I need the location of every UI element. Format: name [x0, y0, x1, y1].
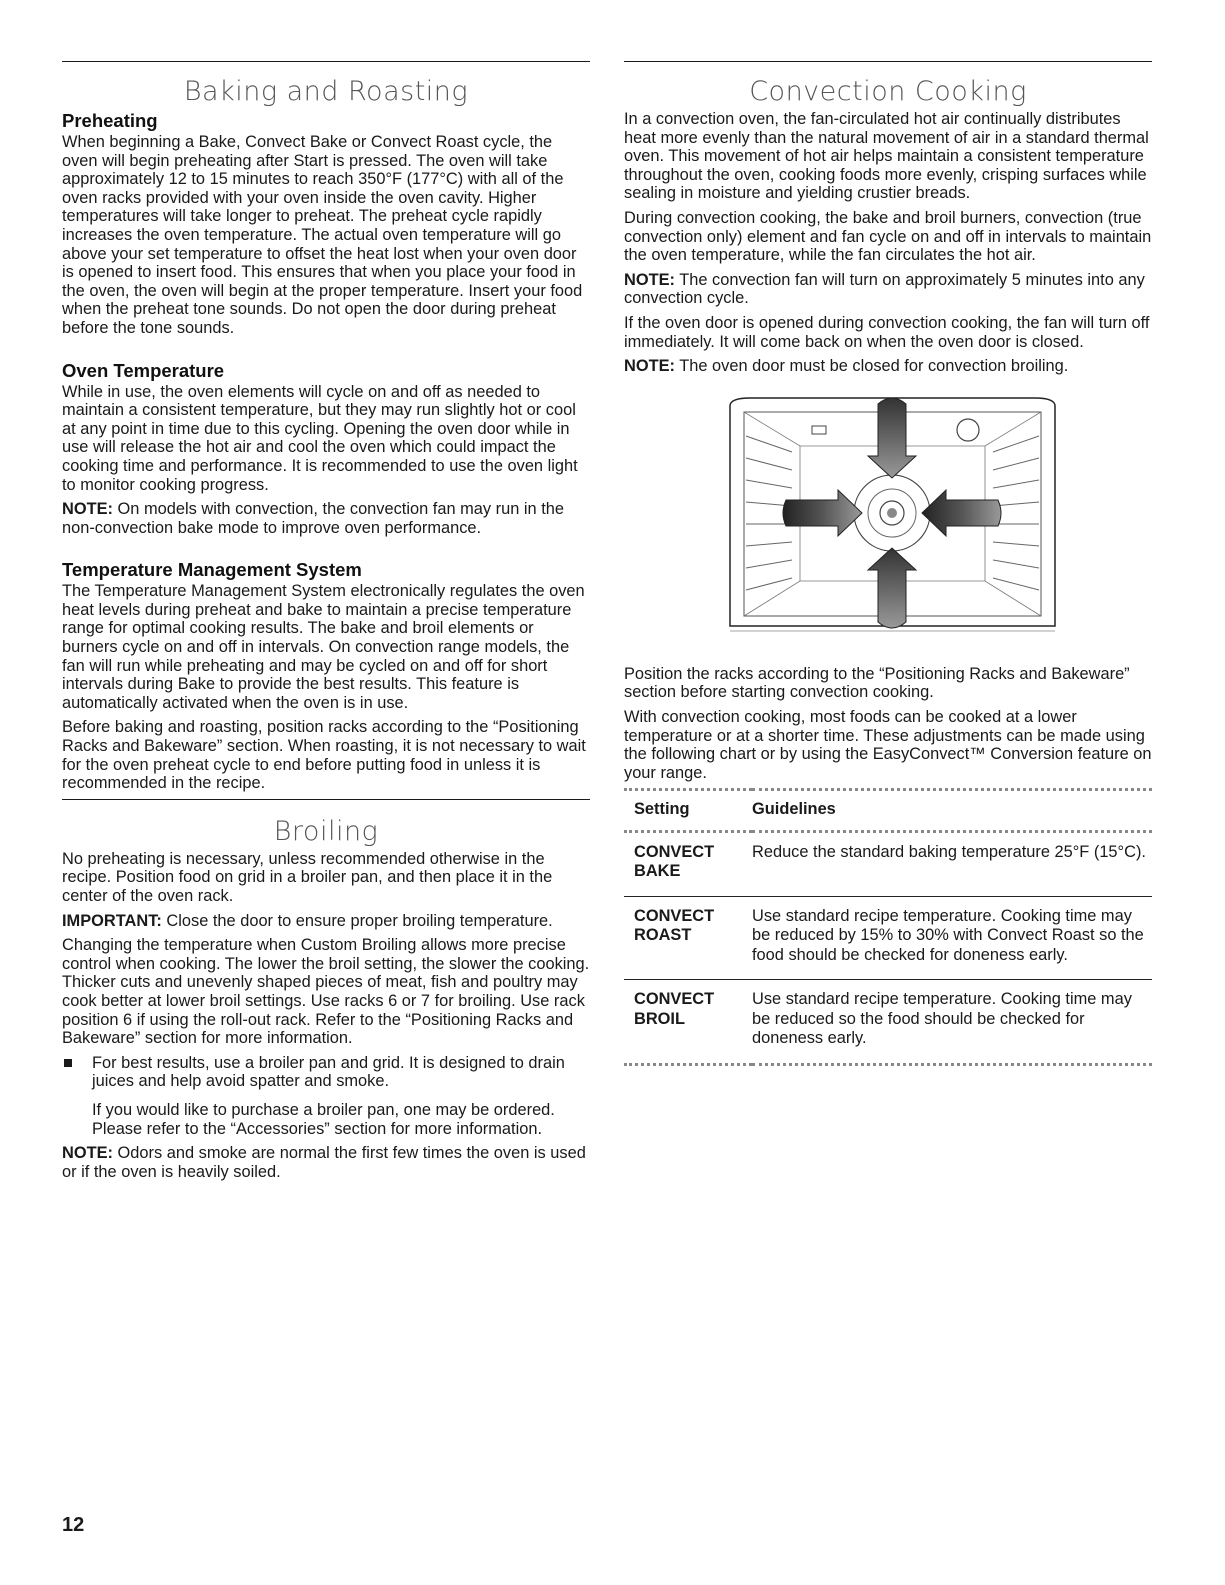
baking-title: Baking and Roasting: [183, 76, 469, 107]
oven-temperature-heading: Oven Temperature: [62, 359, 225, 381]
broiling-text-1: No preheating is necessary, unless recommended otherwise in the recipe. Position food on grid in a broiler pan, and then place it in the center of the oven rack.: [62, 849, 553, 905]
guideline-cell: Reduce the standard baking temperature 25°F (15°C).: [752, 842, 1146, 861]
oven-temperature-note: [62, 500, 590, 537]
tms-heading: Temperature Management System: [62, 559, 362, 581]
convection-guidelines-table: [624, 788, 1152, 1066]
guideline-cell: Use standard recipe temperature. Cooking time may be reduced so the food should be checked for doneness early.: [752, 990, 1132, 1048]
tms-text-2: Before baking and roasting, position racks according to the “Positioning Racks and Bakeware” section. When roasting, it is not necessary to wait for the oven preheat cycle to end before putting food in unless it is recommended in the recipe.: [62, 718, 586, 793]
top-rule-right: [624, 61, 1152, 62]
header-setting: Setting: [634, 800, 690, 819]
convection-p1: In a convection oven, the fan-circulated hot air continually distributes heat more evenly than the natural movement of air in a standard thermal oven. This movement of hot air helps maintain a consistent temperature throughout the oven, cooking foods more evenly, crisping surfaces while sealing in moisture and yielding crustier breads.: [624, 110, 1149, 203]
note-label: NOTE:: [624, 270, 675, 289]
tms-text: The Temperature Management System electronically regulates the oven heat levels during preheat and bake to maintain a precise temperature range for optimal cooking results. The bake and broil elements or burners cycle on and off in intervals. On convection range models, the fan will run while preheating and may be cycled on and off for short intervals during Bake to provide the best results. This feature is automatically activated when the oven is in use.: [62, 582, 585, 712]
broiling-note: [62, 1144, 590, 1181]
convection-p3: If the oven door is opened during convection cooking, the fan will turn off immediately. It will come back on when the oven door is closed.: [624, 313, 1150, 351]
table-row: [624, 831, 1152, 896]
oven-temperature-text: While in use, the oven elements will cycle on and off as needed to maintain a consistent temperature, but they may run slightly hot or cool at any point in time due to this cycling. Opening the oven door while in use will release the hot air and cool the oven which could impact the cooking time and performance. It is recommended to use the oven light to monitor cooking progress.: [62, 382, 578, 494]
note-text: Odors and smoke are normal the first few times the oven is used or if the oven is heavily soiled.: [62, 1144, 586, 1181]
page-number: 12: [62, 1514, 85, 1536]
table-bottom-rule: [624, 1064, 1152, 1066]
note-text: The oven door must be closed for convection broiling.: [675, 357, 1069, 376]
convection-note-2: [624, 357, 1152, 376]
table-header-row: [624, 790, 1152, 832]
note-label: NOTE:: [624, 357, 675, 376]
setting-cell: CONVECT ROAST: [634, 906, 715, 945]
convection-p4: Position the racks according to the “Positioning Racks and Bakeware” section before starting convection cooking.: [624, 664, 1130, 702]
bullet-text: For best results, use a broiler pan and grid. It is designed to drain juices and help avoid spatter and smoke.: [92, 1053, 565, 1091]
broiling-text-2: Changing the temperature when Custom Broiling allows more precise control when cooking. The lower the broil setting, the slower the cooking. Thicker cuts and unevenly shaped pieces of meat, fish and poultry may cook better at lower broil settings. Use racks 6 or 7 for broiling. Use rack position 6 if using the roll-out rack. Refer to the “Positioning Racks and Bakeware” section for more information.: [62, 936, 590, 1048]
setting-cell: CONVECT BAKE: [634, 842, 715, 881]
setting-cell: CONVECT BROIL: [634, 990, 715, 1028]
convection-p5: With convection cooking, most foods can be cooked at a lower temperature or at a shorter time. These adjustments can be made using the following chart or by using the EasyConvect™ Conversion feature on your range.: [624, 707, 1152, 782]
preheating-heading: Preheating: [62, 110, 158, 131]
table-row: [624, 896, 1152, 980]
note-text: On models with convection, the convection fan may run in the non-convection bake mode to improve oven performance.: [62, 500, 564, 537]
broiling-important: [62, 912, 590, 931]
broiling-rule: [62, 799, 590, 800]
convection-airflow-diagram: [720, 396, 1065, 646]
top-rule-left: [62, 61, 590, 62]
guideline-cell: Use standard recipe temperature. Cooking time may be reduced by 15% to 30% with Convect Roast so the food should be checked for doneness early.: [752, 906, 1144, 964]
convection-title: Convection Cooking: [749, 76, 1027, 107]
note-label: NOTE:: [62, 500, 113, 519]
right-column: [624, 61, 1152, 1066]
note-label: NOTE:: [62, 1144, 113, 1163]
broiling-bullet-sub: If you would like to purchase a broiler pan, one may be ordered. Please refer to the “Accessories” section for more information.: [92, 1100, 555, 1138]
convection-note-1: [624, 271, 1152, 308]
left-column: [62, 61, 590, 1187]
header-guidelines: Guidelines: [752, 800, 836, 819]
note-text: The convection fan will turn on approximately 5 minutes into any convection cycle.: [624, 270, 1145, 308]
convection-p2: During convection cooking, the bake and broil burners, convection (true convection only) element and fan cycle on and off in intervals to maintain the oven temperature, while the fan circulates the hot air.: [624, 208, 1152, 265]
broiling-bullet: [62, 1054, 590, 1091]
important-text: Close the door to ensure proper broiling temperature.: [161, 911, 553, 930]
bullet-square-icon: [64, 1059, 72, 1067]
preheating-text: When beginning a Bake, Convect Bake or Convect Roast cycle, the oven will begin preheating after Start is pressed. The oven will take approximately 12 to 15 minutes to reach 350°F (177°C) with all of the oven racks provided with your oven inside the oven cavity. Higher temperatures will take longer to preheat. The preheat cycle rapidly increases the oven temperature. The actual oven temperature will go above your set temperature to offset the heat lost when your oven door is opened to insert food. This ensures that when you place your food in the oven, the oven will begin at the proper temperature. Insert your food when the preheat tone sounds. Do not open the door during preheat before the tone sounds.: [62, 133, 583, 337]
important-label: IMPORTANT:: [62, 911, 162, 930]
table-row: [624, 980, 1152, 1065]
broiling-title: Broiling: [273, 815, 379, 847]
